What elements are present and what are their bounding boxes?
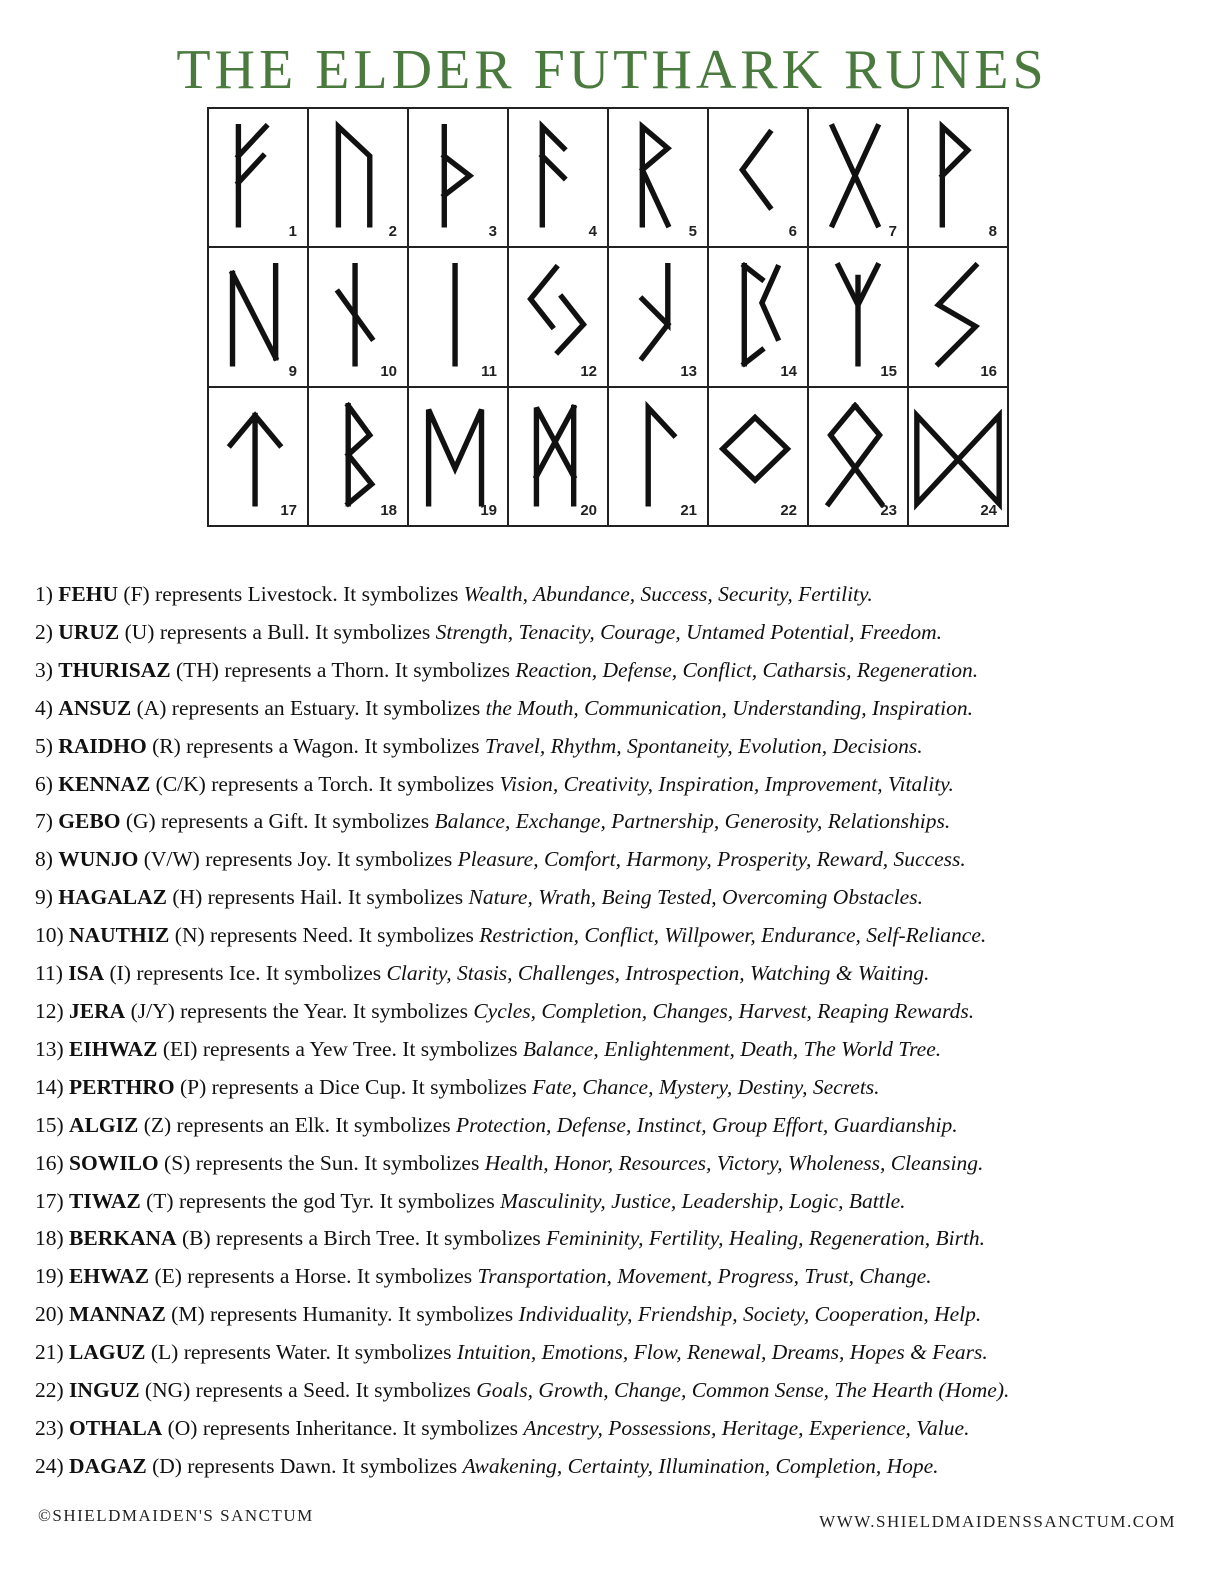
rune-cell	[609, 388, 709, 527]
entry-number: 21)	[35, 1340, 64, 1365]
rune-meanings: Transportation, Movement, Progress, Trust, Change.	[477, 1264, 932, 1289]
rune-name: LAGUZ	[69, 1340, 146, 1365]
rune-cell	[409, 388, 509, 527]
rune-meanings: Masculinity, Justice, Leadership, Logic, Battle.	[500, 1188, 906, 1213]
rune-name: KENNAZ	[58, 771, 151, 796]
rune-number: 14	[780, 362, 797, 380]
rune-cell	[909, 109, 1009, 248]
rune-cell	[809, 248, 909, 387]
rune-cell	[709, 388, 809, 527]
list-item	[35, 1410, 1205, 1448]
rune-name: TIWAZ	[69, 1188, 141, 1213]
entry-number: 13)	[35, 1036, 64, 1061]
entry-number: 1)	[35, 582, 53, 606]
rune-description: (Z) represents an Elk. It symbolizes	[143, 1112, 451, 1137]
rune-cell	[309, 248, 409, 387]
rune-meanings: Balance, Exchange, Partnership, Generosity, Relationships.	[434, 809, 951, 834]
entry-number: 19)	[35, 1264, 64, 1289]
rune-name: ISA	[68, 961, 105, 986]
list-item	[35, 993, 1205, 1031]
list-item	[35, 1372, 1205, 1410]
rune-grid	[207, 107, 1009, 527]
rune-meanings: Fate, Chance, Mystery, Destiny, Secrets.	[532, 1074, 880, 1099]
rune-cell	[309, 388, 409, 527]
rune-number: 4	[588, 223, 597, 241]
rune-description: (F) represents Livestock. It symbolizes	[123, 582, 459, 606]
rune-description: (R) represents a Wagon. It symbolizes	[152, 733, 480, 758]
rune-name: JERA	[69, 998, 126, 1023]
rune-cell	[809, 109, 909, 248]
rune-meanings: Balance, Enlightenment, Death, The World Tree.	[522, 1036, 942, 1061]
rune-number: 21	[680, 501, 697, 519]
rune-number: 9	[288, 362, 297, 380]
list-item	[35, 1334, 1205, 1372]
rune-meanings: Ancestry, Possessions, Heritage, Experience, Value.	[523, 1415, 970, 1440]
list-item	[35, 652, 1205, 690]
rune-number: 3	[488, 223, 497, 241]
rune-description: (P) represents a Dice Cup. It symbolizes	[179, 1074, 527, 1099]
rune-description: (EI) represents a Yew Tree. It symbolizes	[162, 1036, 518, 1061]
entry-number: 16)	[35, 1150, 64, 1175]
rune-number: 19	[480, 501, 497, 519]
entry-number: 10)	[35, 923, 64, 948]
rune-description: (D) represents Dawn. It symbolizes	[152, 1453, 458, 1478]
entry-number: 3)	[35, 657, 53, 682]
rune-number: 10	[380, 362, 397, 380]
rune-meanings: Reaction, Defense, Conflict, Catharsis, Regeneration.	[515, 657, 979, 682]
list-item	[35, 1296, 1205, 1334]
rune-description: (L) represents Water. It symbolizes	[150, 1340, 452, 1365]
entry-number: 23)	[35, 1415, 64, 1440]
rune-meanings: Nature, Wrath, Being Tested, Overcoming Obstacles.	[468, 885, 923, 910]
rune-meanings: Goals, Growth, Change, Common Sense, The Hearth (Home).	[476, 1378, 1010, 1403]
rune-cell	[509, 388, 609, 527]
rune-number: 18	[380, 501, 397, 519]
list-item	[35, 917, 1205, 955]
footer-website[interactable]: WWW.SHIELDMAIDENSSANCTUM.COM	[819, 1512, 1176, 1531]
rune-meanings: Clarity, Stasis, Challenges, Introspection, Watching & Waiting.	[386, 961, 930, 986]
rune-meanings: Individuality, Friendship, Society, Cooperation, Help.	[518, 1302, 982, 1327]
rune-meanings: Pleasure, Comfort, Harmony, Prosperity, Reward, Success.	[457, 847, 966, 872]
rune-name: RAIDHO	[58, 733, 147, 758]
entry-number: 15)	[35, 1112, 64, 1137]
rune-number: 7	[888, 223, 897, 241]
rune-number: 11	[481, 362, 497, 380]
rune-meanings: Intuition, Emotions, Flow, Renewal, Dreams, Hopes & Fears.	[456, 1340, 988, 1365]
rune-name: GEBO	[58, 809, 121, 834]
list-item	[35, 803, 1205, 841]
entry-number: 11)	[35, 961, 63, 986]
rune-number: 24	[980, 501, 997, 519]
rune-description: (C/K) represents a Torch. It symbolizes	[155, 771, 495, 796]
entry-number: 2)	[35, 619, 53, 644]
entry-number: 24)	[35, 1453, 64, 1478]
rune-description: (NG) represents a Seed. It symbolizes	[144, 1378, 471, 1403]
rune-description: (M) represents Humanity. It symbolizes	[171, 1302, 514, 1327]
rune-meanings: Wealth, Abundance, Success, Security, Fertility.	[463, 582, 873, 606]
rune-name: BERKANA	[69, 1226, 177, 1251]
rune-name: OTHALA	[69, 1415, 163, 1440]
rune-number: 13	[680, 362, 697, 380]
rune-cell	[409, 109, 509, 248]
rune-name: THURISAZ	[58, 657, 171, 682]
entry-number: 4)	[35, 695, 53, 720]
page-title: THE ELDER FUTHARK RUNES	[176, 39, 1048, 101]
rune-name: NAUTHIZ	[69, 923, 170, 948]
rune-number: 12	[580, 362, 597, 380]
list-item	[35, 1448, 1205, 1486]
rune-meanings: Femininity, Fertility, Healing, Regeneration, Birth.	[546, 1226, 986, 1251]
rune-cell	[509, 248, 609, 387]
rune-cell	[809, 388, 909, 527]
list-item	[35, 614, 1205, 652]
rune-description: (U) represents a Bull. It symbolizes	[124, 619, 431, 644]
rune-number: 16	[980, 362, 997, 380]
entry-number: 12)	[35, 998, 64, 1023]
entry-number: 7)	[35, 809, 53, 834]
entry-number: 14)	[35, 1074, 64, 1099]
rune-description: (E) represents a Horse. It symbolizes	[154, 1264, 473, 1289]
rune-name: HAGALAZ	[58, 885, 168, 910]
list-item	[35, 1031, 1205, 1069]
rune-description: (T) represents the god Tyr. It symbolizes	[146, 1188, 495, 1213]
rune-name: ANSUZ	[58, 695, 132, 720]
list-item	[35, 690, 1205, 728]
rune-cell	[309, 109, 409, 248]
rune-meanings: Cycles, Completion, Changes, Harvest, Reaping Rewards.	[473, 998, 975, 1023]
rune-cell	[709, 109, 809, 248]
list-item	[35, 1069, 1205, 1107]
rune-cell	[709, 248, 809, 387]
list-item	[35, 1183, 1205, 1221]
rune-name: FEHU	[58, 582, 119, 606]
rune-name: DAGAZ	[69, 1453, 147, 1478]
entry-number: 17)	[35, 1188, 64, 1213]
footer-copyright: ©SHIELDMAIDEN'S SANCTUM	[38, 1506, 314, 1525]
rune-number: 5	[688, 223, 697, 241]
rune-number: 23	[880, 501, 897, 519]
list-item	[35, 1258, 1205, 1296]
rune-name: URUZ	[58, 619, 120, 644]
rune-cell	[209, 388, 309, 527]
rune-description: (TH) represents a Thorn. It symbolizes	[175, 657, 510, 682]
rune-name: WUNJO	[58, 847, 139, 872]
list-item	[35, 576, 1205, 614]
rune-list	[35, 576, 1205, 1486]
rune-description: (N) represents Need. It symbolizes	[174, 923, 474, 948]
rune-name: EIHWAZ	[69, 1036, 158, 1061]
entry-number: 9)	[35, 885, 53, 910]
entry-number: 5)	[35, 733, 53, 758]
list-item	[35, 728, 1205, 766]
list-item	[35, 955, 1205, 993]
rune-number: 20	[580, 501, 597, 519]
rune-description: (H) represents Hail. It symbolizes	[172, 885, 464, 910]
entry-number: 6)	[35, 771, 53, 796]
rune-description: (A) represents an Estuary. It symbolizes	[136, 695, 481, 720]
list-item	[35, 841, 1205, 879]
rune-name: EHWAZ	[69, 1264, 150, 1289]
entry-number: 8)	[35, 847, 53, 872]
rune-name: ALGIZ	[69, 1112, 139, 1137]
rune-meanings: Strength, Tenacity, Courage, Untamed Potential, Freedom.	[435, 619, 943, 644]
rune-cell	[909, 388, 1009, 527]
rune-number: 22	[780, 501, 797, 519]
rune-number: 17	[280, 501, 297, 519]
rune-cell	[909, 248, 1009, 387]
entry-number: 20)	[35, 1302, 64, 1327]
list-item	[35, 1107, 1205, 1145]
rune-cell	[209, 248, 309, 387]
rune-cell	[509, 109, 609, 248]
list-item	[35, 1145, 1205, 1183]
rune-name: MANNAZ	[69, 1302, 166, 1327]
rune-number: 6	[788, 223, 797, 241]
rune-cell	[209, 109, 309, 248]
list-item	[35, 766, 1205, 804]
rune-cell	[409, 248, 509, 387]
rune-meanings: Vision, Creativity, Inspiration, Improvement, Vitality.	[499, 771, 954, 796]
rune-number: 8	[988, 223, 997, 241]
rune-meanings: the Mouth, Communication, Understanding, Inspiration.	[485, 695, 973, 720]
entry-number: 22)	[35, 1378, 64, 1403]
rune-number: 2	[388, 223, 397, 241]
rune-description: (G) represents a Gift. It symbolizes	[125, 809, 430, 834]
rune-cell	[609, 248, 709, 387]
rune-meanings: Travel, Rhythm, Spontaneity, Evolution, Decisions.	[484, 733, 923, 758]
rune-number: 1	[288, 223, 297, 241]
rune-cell	[609, 109, 709, 248]
rune-meanings: Protection, Defense, Instinct, Group Effort, Guardianship.	[456, 1112, 958, 1137]
rune-description: (J/Y) represents the Year. It symbolizes	[130, 998, 468, 1023]
list-item	[35, 879, 1205, 917]
rune-meanings: Awakening, Certainty, Illumination, Completion, Hope.	[462, 1453, 939, 1478]
rune-name: PERTHRO	[69, 1074, 175, 1099]
rune-meanings: Health, Honor, Resources, Victory, Wholeness, Cleansing.	[484, 1150, 984, 1175]
rune-description: (I) represents Ice. It symbolizes	[109, 961, 382, 986]
rune-description: (V/W) represents Joy. It symbolizes	[143, 847, 453, 872]
entry-number: 18)	[35, 1226, 64, 1251]
rune-description: (S) represents the Sun. It symbolizes	[164, 1150, 480, 1175]
rune-name: SOWILO	[69, 1150, 159, 1175]
rune-description: (O) represents Inheritance. It symbolizes	[167, 1415, 519, 1440]
rune-name: INGUZ	[69, 1378, 140, 1403]
rune-meanings: Restriction, Conflict, Willpower, Endurance, Self-Reliance.	[479, 923, 987, 948]
rune-description: (B) represents a Birch Tree. It symbolizes	[181, 1226, 541, 1251]
rune-number: 15	[880, 362, 897, 380]
list-item	[35, 1220, 1205, 1258]
